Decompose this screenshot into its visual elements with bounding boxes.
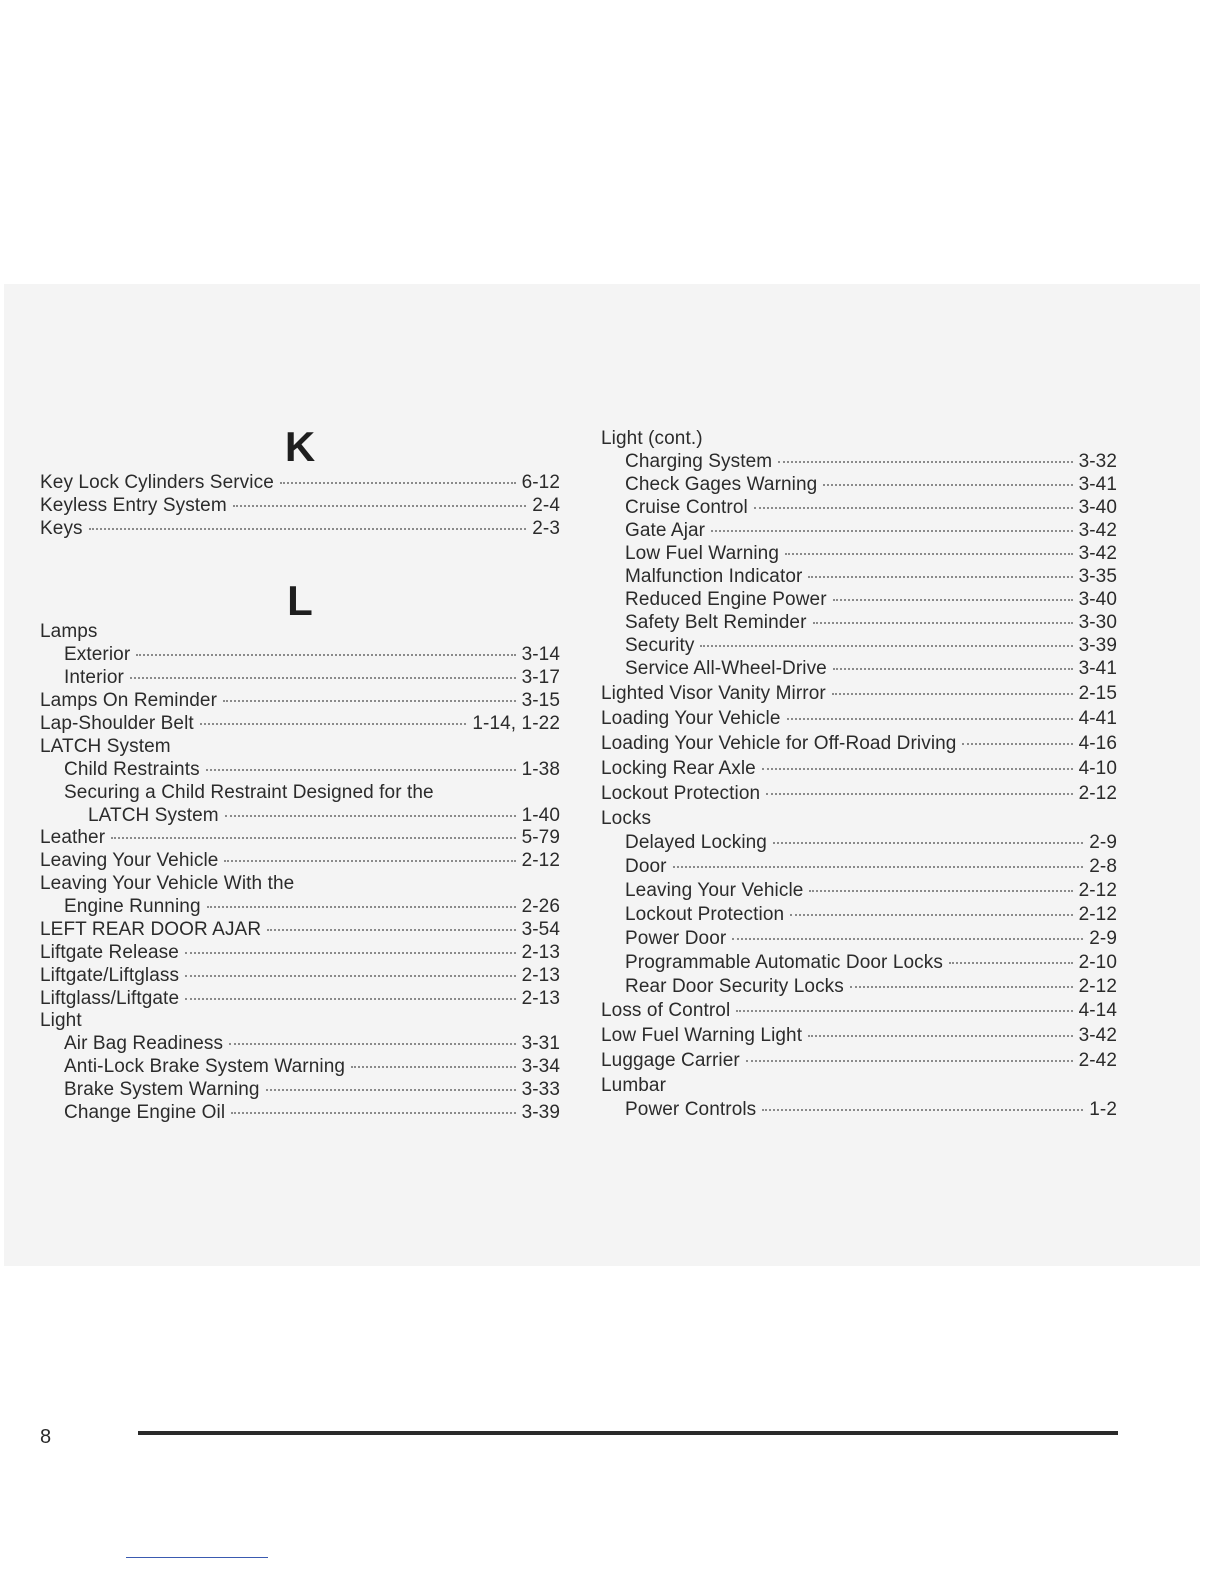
- index-subentry: Low Fuel Warning 3-42: [625, 543, 1117, 564]
- bottom-link-underline: [126, 1557, 268, 1558]
- index-entry: Leather 5-79: [40, 827, 560, 848]
- index-panel: [4, 284, 1200, 1448]
- index-heading-entry: LATCH System: [40, 736, 171, 757]
- index-subentry: Change Engine Oil 3-39: [64, 1102, 560, 1123]
- index-subentry: Brake System Warning 3-33: [64, 1079, 560, 1100]
- index-heading-entry: Light: [40, 1010, 82, 1031]
- page-number: 8: [40, 1426, 52, 1448]
- index-subentry: Door 2-8: [625, 856, 1117, 877]
- index-subentry: Charging System 3-32: [625, 451, 1117, 472]
- index-subentry: Child Restraints 1-38: [64, 759, 560, 780]
- index-entry: Keys 2-3: [40, 518, 560, 539]
- index-heading-entry: Lamps: [40, 621, 98, 642]
- index-subentry: Programmable Automatic Door Locks 2-10: [625, 952, 1117, 973]
- index-entry: LEFT REAR DOOR AJAR 3-54: [40, 919, 560, 940]
- index-entry: Key Lock Cylinders Service 6-12: [40, 472, 560, 493]
- index-entry: Leaving Your Vehicle 2-12: [40, 850, 560, 871]
- section-letter-k: K: [284, 423, 316, 470]
- index-entry: Lockout Protection 2-12: [601, 783, 1117, 804]
- section-letter-l: L: [287, 577, 313, 624]
- index-subentry: Air Bag Readiness 3-31: [64, 1033, 560, 1054]
- index-subentry: Securing a Child Restraint Designed for the: [64, 782, 434, 803]
- index-heading-entry: Light (cont.): [601, 428, 703, 449]
- index-subentry: Gate Ajar 3-42: [625, 520, 1117, 541]
- index-subentry: Check Gages Warning 3-41: [625, 474, 1117, 495]
- index-entry: Liftgate/Liftglass 2-13: [40, 965, 560, 986]
- index-subentry: Malfunction Indicator 3-35: [625, 566, 1117, 587]
- index-heading-entry: Locks: [601, 808, 652, 829]
- index-subentry-continued: LATCH System 1-40: [88, 805, 560, 826]
- index-entry: Loss of Control 4-14: [601, 1000, 1117, 1021]
- index-entry: Liftglass/Liftgate 2-13: [40, 988, 560, 1009]
- footer-rule: [138, 1431, 1118, 1435]
- index-entry-continued: Engine Running 2-26: [64, 896, 560, 917]
- index-entry: Lighted Visor Vanity Mirror 2-15: [601, 683, 1117, 704]
- index-entry: Locking Rear Axle 4-10: [601, 758, 1117, 779]
- index-subentry: Security 3-39: [625, 635, 1117, 656]
- index-subentry: Delayed Locking 2-9: [625, 832, 1117, 853]
- index-subentry: Cruise Control 3-40: [625, 497, 1117, 518]
- index-subentry: Power Door 2-9: [625, 928, 1117, 949]
- index-subentry: Lockout Protection 2-12: [625, 904, 1117, 925]
- index-entry: Low Fuel Warning Light 3-42: [601, 1025, 1117, 1046]
- index-subentry: Reduced Engine Power 3-40: [625, 589, 1117, 610]
- index-heading-entry: Lumbar: [601, 1075, 667, 1096]
- index-subentry: Power Controls 1-2: [625, 1099, 1117, 1120]
- index-entry: Liftgate Release 2-13: [40, 942, 560, 963]
- index-subentry: Rear Door Security Locks 2-12: [625, 976, 1117, 997]
- index-subentry: Exterior 3-14: [64, 644, 560, 665]
- index-subentry: Service All-Wheel-Drive 3-41: [625, 658, 1117, 679]
- index-subentry: Safety Belt Reminder 3-30: [625, 612, 1117, 633]
- index-entry: Loading Your Vehicle 4-41: [601, 708, 1117, 729]
- index-entry: Lamps On Reminder 3-15: [40, 690, 560, 711]
- index-entry: Leaving Your Vehicle With the: [40, 873, 295, 894]
- index-subentry: Interior 3-17: [64, 667, 560, 688]
- index-entry: Lap-Shoulder Belt 1-14, 1-22: [40, 713, 560, 734]
- index-entry: Keyless Entry System 2-4: [40, 495, 560, 516]
- index-subentry: Anti-Lock Brake System Warning 3-34: [64, 1056, 560, 1077]
- index-subentry: Leaving Your Vehicle 2-12: [625, 880, 1117, 901]
- index-entry: Loading Your Vehicle for Off-Road Driving 4-16: [601, 733, 1117, 754]
- index-entry: Luggage Carrier 2-42: [601, 1050, 1117, 1071]
